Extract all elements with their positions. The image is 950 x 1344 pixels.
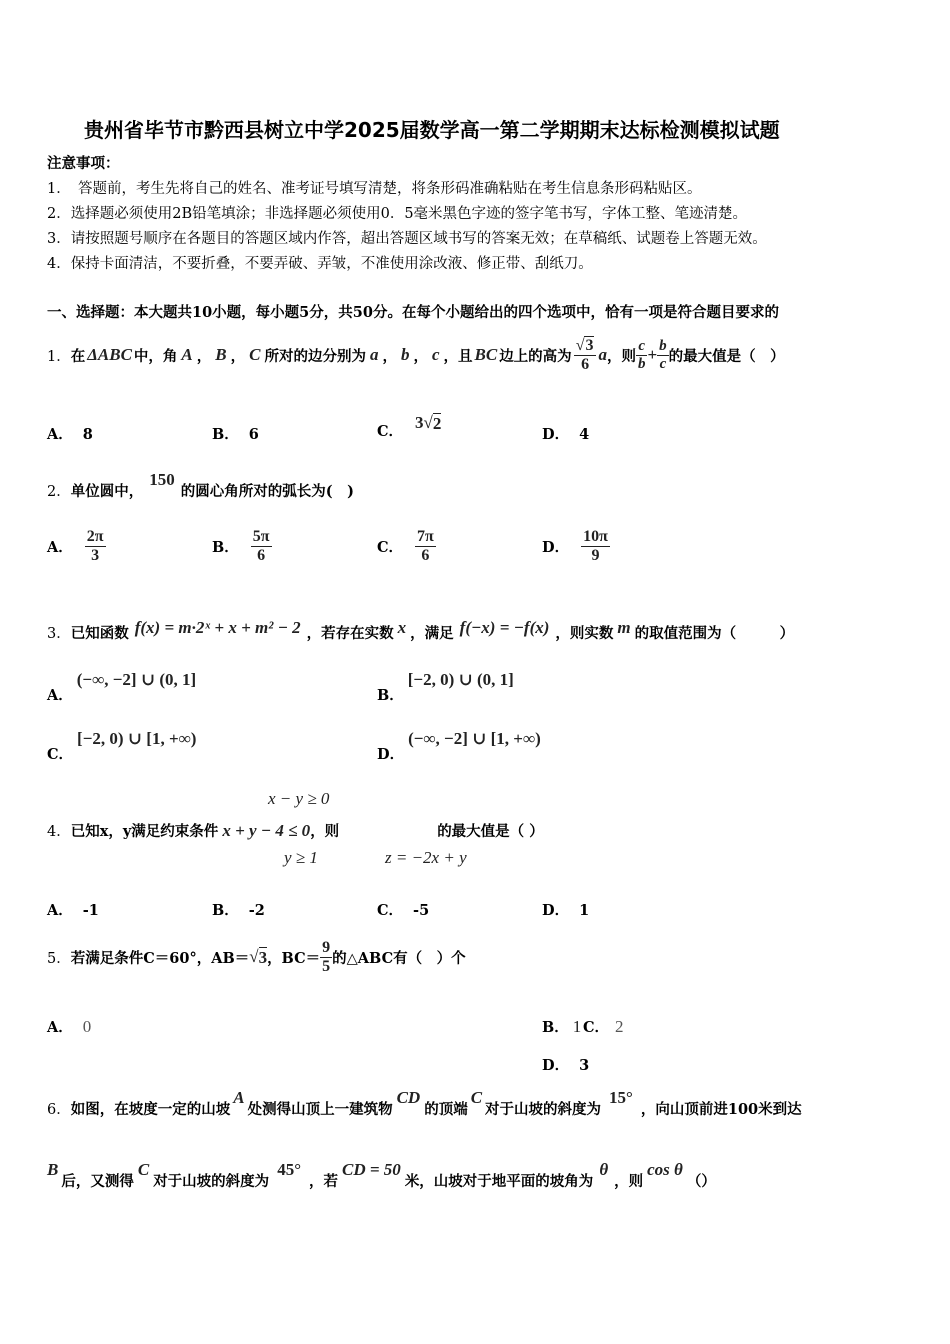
question-text: 的取值范围为（ ） (634, 624, 795, 642)
section-heading: 一、选择题：本大题共10小题，每小题5分，共50分。在每个小题给出的四个选项中，恰有一项是符合题目要求的 (47, 304, 779, 321)
math-expression: f(−x) = −f(x) (459, 618, 550, 637)
option-c[interactable]: C． 3 √ 2 (377, 413, 442, 440)
math-symbol: 15° (609, 1088, 633, 1107)
math-symbol: A (233, 1088, 245, 1107)
question-text: ，则实数 (555, 624, 614, 642)
math-symbol: 45° (277, 1160, 301, 1179)
question-text: 的△ABC有（ ）个 (332, 949, 466, 967)
math-symbol: CD (396, 1088, 421, 1107)
question-text: 处测得山顶上一建筑物 (247, 1100, 393, 1118)
notice-item: 3．请按照题号顺序在各题目的答题区域内作答，超出答题区域书写的答案无效；在草稿纸、试题卷上答题无效。 (47, 231, 767, 247)
option-a[interactable]: A． -1 (47, 902, 99, 919)
question-text: ，若 (309, 1172, 338, 1190)
math-symbol: m (617, 618, 631, 637)
option-d[interactable]: D． 3 (542, 1057, 590, 1074)
math-symbol: C (137, 1160, 150, 1179)
question-text: 的顶端 (424, 1100, 468, 1118)
math-symbol: B (47, 1160, 59, 1179)
option-d[interactable]: D． $\frac{10\pi}{9}$ (542, 528, 608, 564)
option-a[interactable]: A． 0 (47, 1017, 92, 1036)
question-number: 5． (47, 950, 71, 967)
constraint-1: x − y ≥ 0 (268, 789, 330, 808)
question-text: ，满足 (410, 624, 454, 642)
question-text: 已知函数 (70, 624, 129, 642)
fraction-b-over-c: $\frac{b}{c}$ (659, 338, 667, 372)
math-expression: CD = 50 (342, 1160, 401, 1179)
option-b[interactable]: B． 6 (212, 426, 259, 443)
question-text: 边上的高为 (499, 347, 572, 365)
math-symbol: x (397, 618, 407, 637)
question-number: 6． (47, 1101, 71, 1118)
option-b[interactable]: B． 1 (542, 1017, 582, 1036)
question-text: 的圆心角所对的弧长为( ) (180, 482, 354, 500)
question-text: 已知x，y满足约束条件 (70, 823, 219, 840)
option-b[interactable]: B． [−2, 0) ∪ (0, 1] (377, 670, 514, 704)
question-text: ，且 (443, 347, 473, 365)
option-c[interactable]: C． 2 (583, 1017, 624, 1036)
math-expression: f(x) = m·2ˣ + x + m² − 2 (134, 618, 301, 637)
question-text: ，向山顶前进100米到达 (640, 1100, 802, 1118)
question-text: 米，山坡对于地平面的坡角为 (404, 1172, 594, 1190)
question-text: 的最大值是（ ） (437, 823, 544, 840)
math-symbol: θ (599, 1160, 609, 1179)
objective-function: z = −2x + y (385, 848, 467, 867)
notice-item: 4．保持卡面清洁，不要折叠，不要弄破、弄皱，不准使用涂改液、修正带、刮纸刀。 (47, 256, 593, 272)
question-number: 2． (47, 483, 71, 500)
page-title: 贵州省毕节市黔西县树立中学2025届数学高一第二学期期末达标检测模拟试题 (84, 118, 780, 142)
question-text: 单位圆中， (70, 482, 144, 500)
option-c[interactable]: C． -5 (377, 902, 430, 919)
question-text: 对于山坡的斜度为 (153, 1172, 270, 1190)
question-text: ，则 (614, 1172, 644, 1190)
constraint-3: y ≥ 1 (284, 848, 318, 867)
option-a[interactable]: A． 8 (47, 426, 93, 443)
math-symbol: 3 (258, 947, 268, 967)
question-text: ，若存在实数 (306, 624, 394, 642)
math-symbol: a (598, 345, 607, 364)
question-text: ，BC＝ (267, 949, 321, 967)
height-fraction: $\frac{√3}{6}$ (574, 337, 597, 373)
math-symbol: a (369, 345, 379, 364)
math-symbol: c (431, 345, 440, 364)
constraint-2: x + y − 4 ≤ 0 (222, 820, 311, 840)
question-text: 在 (70, 347, 86, 365)
option-c[interactable]: C． $\frac{7\pi}{6}$ (377, 528, 434, 564)
math-symbol: 150 (149, 470, 175, 489)
option-a[interactable]: A． $\frac{2\pi}{3}$ (47, 528, 104, 564)
notice-item: 1． 答题前，考生先将自己的姓名、准考证号填写清楚，将条形码准确粘贴在考生信息条形码粘贴区。 (47, 181, 702, 197)
question-text: 后，又测得 (61, 1172, 134, 1190)
math-symbol: B (215, 345, 227, 364)
option-d[interactable]: D． 1 (542, 902, 590, 919)
notice-item: 2．选择题必须使用2B铅笔填涂；非选择题必须使用0．5毫米黑色字迹的签字笔书写，字体工整、笔迹清楚。 (47, 206, 748, 222)
option-c[interactable]: C． [−2, 0) ∪ [1, +∞) (47, 729, 197, 763)
math-symbol: A (181, 345, 193, 364)
question-text: （） (686, 1172, 716, 1190)
option-a[interactable]: A． (−∞, −2] ∪ (0, 1] (47, 670, 197, 704)
math-expression: cos θ (647, 1160, 683, 1179)
question-text: ，则 (606, 347, 636, 365)
notice-heading: 注意事项： (47, 155, 120, 172)
math-symbol: BC (474, 345, 498, 364)
question-text: 若满足条件C＝60°，AB＝ (70, 949, 250, 967)
math-symbol: C (249, 345, 261, 364)
option-d[interactable]: D． 4 (542, 426, 590, 443)
question-text: 如图，在坡度一定的山坡 (70, 1100, 231, 1118)
math-symbol: C (470, 1088, 483, 1107)
option-b[interactable]: B． $\frac{5\pi}{6}$ (212, 528, 270, 564)
question-text: 所对的边分别为 (264, 347, 366, 365)
math-symbol: ΔABC (87, 345, 132, 364)
question-text: ，则 (310, 823, 340, 840)
option-d[interactable]: D． (−∞, −2] ∪ [1, +∞) (377, 729, 541, 763)
question-text: 的最大值是（ ） (668, 347, 785, 365)
question-text: 对于山坡的斜度为 (485, 1100, 602, 1118)
question-number: 4． (47, 824, 71, 840)
question-text: 中，角 (133, 347, 178, 365)
math-symbol: b (400, 345, 410, 364)
fraction-c-over-b: $\frac{c}{b}$ (637, 338, 646, 372)
question-number: 3． (47, 625, 71, 642)
question-number: 1． (47, 348, 71, 365)
fraction-9-5: $\frac{9}{5}$ (322, 938, 331, 975)
option-b[interactable]: B． -2 (212, 902, 265, 919)
